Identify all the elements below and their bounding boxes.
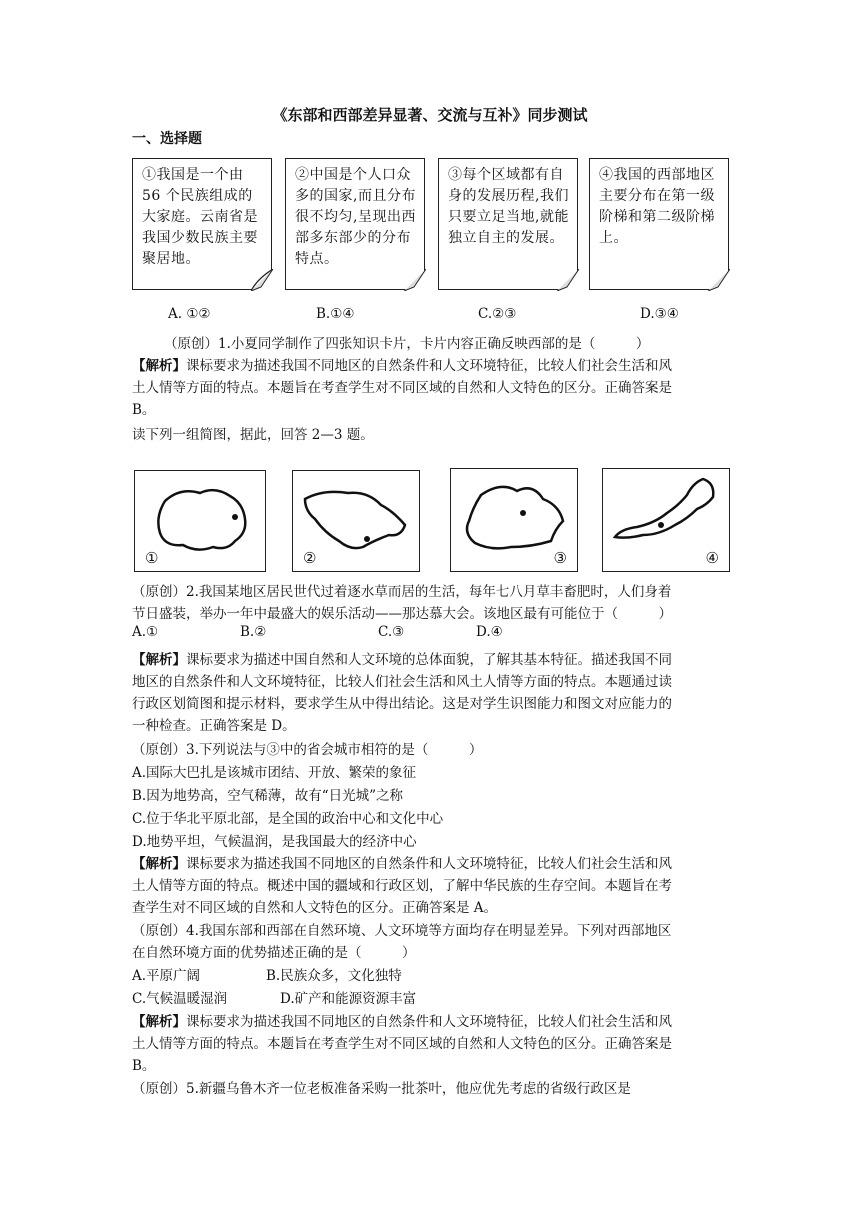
intro-text: 读下列一组简图，据此，回答 2—3 题。 (132, 427, 374, 443)
card-option-d: D.③④ (640, 306, 679, 322)
knowledge-card-3 (438, 158, 578, 290)
analysis-text: 课标要求为描述中国自然和人文环境的总体面貌，了解其基本特征。描述我国不同 (186, 652, 672, 668)
question-2-option-d: D.④ (476, 624, 503, 640)
question-4-analysis (132, 1010, 672, 1030)
analysis-text: 地区的自然条件和人文环境特征，比较人们社会生活和风土人情等方面的特点。本题通过读 (132, 674, 672, 690)
analysis-text: 课标要求为描述我国不同地区的自然条件和人文环境特征，比较人们社会生活和风 (186, 856, 672, 872)
question-3-analysis (132, 852, 672, 872)
card-text: ③每个区域都有自身的发展历程,我们只要立足当地,就能独立自主的发展。 (448, 167, 569, 246)
province-map-4 (602, 468, 730, 572)
question-1-analysis (132, 354, 672, 374)
map-label: ④ (705, 549, 719, 567)
card-text: ②中国是个人口众多的国家,而且分布很不均匀,呈现出西部多东部少的分布特点。 (295, 167, 416, 267)
page-title: 《东部和西部差异显著、交流与互补》同步测试 (272, 106, 588, 124)
analysis-text: 土人情等方面的特点。本题旨在考查学生对不同区域的自然和人文特色的区分。正确答案是 (132, 380, 672, 396)
map-label: ② (303, 549, 317, 567)
analysis-text: 土人情等方面的特点。本题旨在考查学生对不同区域的自然和人文特色的区分。正确答案是 (132, 1036, 672, 1052)
analysis-text: 土人情等方面的特点。概述中国的疆域和行政区划，了解中华民族的生存空间。本题旨在考 (132, 878, 672, 894)
knowledge-card-1 (132, 158, 272, 290)
knowledge-card-4 (589, 158, 729, 290)
question-3-option-c: C.位于华北平原北部，是全国的政治中心和文化中心 (132, 811, 444, 827)
question-4-stem: （原创）4.我国东部和西部在自然环境、人文环境等方面均存在明显差异。下列对西部地区 (132, 923, 672, 939)
province-map-1 (134, 470, 266, 572)
question-4-option-d: D.矿产和能源资源丰富 (280, 991, 417, 1007)
question-4-stem: 在自然环境方面的优势描述正确的是（ ） (132, 945, 416, 961)
analysis-text: 查学生对不同区域的自然和人文特色的区分。正确答案是 A。 (132, 900, 498, 916)
analysis-label: 【解析】 (132, 856, 186, 872)
analysis-label: 【解析】 (132, 358, 186, 374)
card-text: ①我国是一个由 56 个民族组成的大家庭。云南省是我国少数民族主要聚居地。 (142, 167, 258, 267)
knowledge-card-2 (285, 158, 425, 290)
analysis-label: 【解析】 (132, 652, 186, 668)
analysis-text: B。 (132, 402, 156, 418)
province-map-2 (292, 470, 420, 572)
card-option-b: B.①④ (316, 306, 355, 322)
analysis-text: 行政区划简图和提示材料，要求学生从中得出结论。这是对学生识图能力和图文对应能力的 (132, 696, 672, 712)
map-label: ① (145, 549, 159, 567)
question-1-stem: （原创）1.小夏同学制作了四张知识卡片，卡片内容正确反映西部的是（ ） (164, 336, 650, 352)
question-3-option-b: B.因为地势高，空气稀薄，故有“日光城”之称 (132, 788, 404, 804)
page-curl-icon (708, 269, 730, 291)
province-map-3 (450, 468, 578, 572)
analysis-text: 一种检查。正确答案是 D。 (132, 718, 296, 734)
question-4-option-c: C.气候温暖湿润 (132, 991, 228, 1007)
page-curl-icon (251, 269, 273, 291)
section-heading: 一、选择题 (132, 131, 202, 147)
question-4-option-a: A.平原广阔 (132, 968, 201, 984)
analysis-text: 课标要求为描述我国不同地区的自然条件和人文环境特征，比较人们社会生活和风 (186, 1014, 672, 1030)
question-4-option-b: B.民族众多，文化独特 (266, 968, 402, 984)
card-option-a: A. ①② (168, 306, 211, 322)
analysis-text: B。 (132, 1058, 156, 1074)
question-2-option-a: A.① (132, 624, 159, 640)
question-2-option-c: C.③ (378, 624, 405, 640)
question-2-stem: （原创）2.我国某地区居民世代过着逐水草而居的生活，每年七八月草丰畜肥时，人们身着 (132, 584, 672, 600)
question-5-stem: （原创）5.新疆乌鲁木齐一位老板准备采购一批茶叶，他应优先考虑的省级行政区是 (132, 1081, 631, 1097)
analysis-text: 课标要求为描述我国不同地区的自然条件和人文环境特征，比较人们社会生活和风 (186, 358, 672, 374)
question-2-analysis (132, 648, 672, 668)
analysis-label: 【解析】 (132, 1014, 186, 1030)
card-option-c: C.②③ (478, 306, 517, 322)
card-text: ④我国的西部地区主要分布在第一级阶梯和第二级阶梯上。 (599, 167, 715, 246)
question-2-option-b: B.② (240, 624, 267, 640)
question-3-option-a: A.国际大巴扎是该城市团结、开放、繁荣的象征 (132, 765, 417, 781)
page-curl-icon (557, 269, 579, 291)
question-3-stem: （原创）3.下列说法与③中的省会城市相符的是（ ） (132, 742, 483, 758)
page-curl-icon (404, 269, 426, 291)
question-3-option-d: D.地势平坦，气候温润，是我国最大的经济中心 (132, 834, 417, 850)
map-label: ③ (553, 549, 567, 567)
question-2-stem: 节日盛装，举办一年中最盛大的娱乐活动——那达慕大会。该地区最有可能位于（ ） (132, 606, 672, 622)
